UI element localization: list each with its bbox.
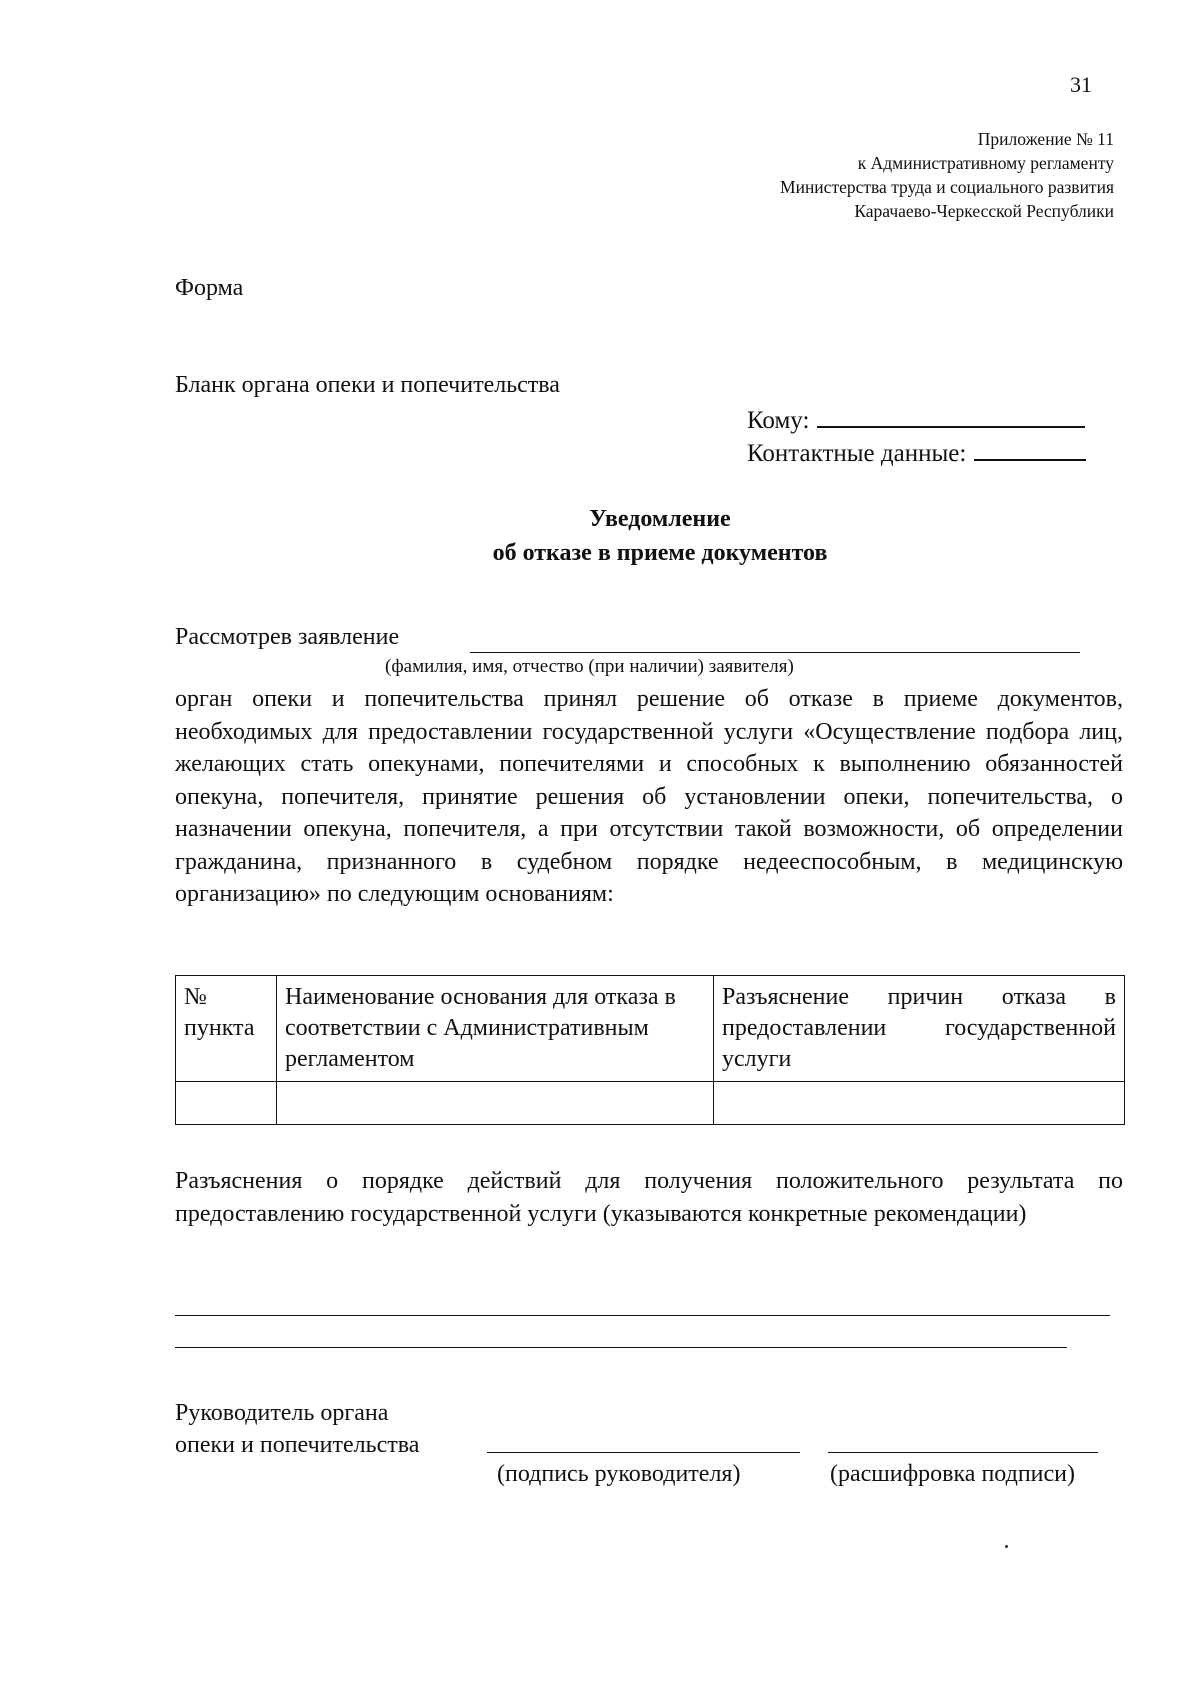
review-label: Рассмотрев заявление	[175, 624, 400, 650]
scan-speck	[1005, 1545, 1008, 1548]
appendix-line: к Административному регламенту	[857, 153, 1114, 173]
applicant-name-field[interactable]	[470, 652, 1080, 653]
recipient-to-label: Кому:	[747, 407, 810, 434]
recipient-contacts-field[interactable]	[974, 437, 1086, 461]
recipient-to	[747, 404, 1085, 435]
page-number: 31	[1070, 72, 1092, 97]
appendix-note	[780, 127, 1114, 223]
form-label: Форма	[175, 275, 244, 301]
review-statement	[175, 624, 399, 651]
applicant-caption: (фамилия, имя, отчество (при наличии) заявителя)	[385, 656, 794, 677]
title-line-2: об отказе в приеме документов	[492, 540, 828, 566]
cell-reason-explanation[interactable]	[714, 1082, 1125, 1125]
table-header-row	[176, 976, 1125, 1082]
recipient-contacts	[747, 437, 1086, 468]
role-line-1: Руководитель органа	[175, 1400, 389, 1426]
recommendation-line-1[interactable]	[175, 1315, 1110, 1316]
header-item-number: № пункта	[176, 976, 277, 1082]
cell-reason-name[interactable]	[277, 1082, 714, 1125]
title-line-1: Уведомление	[589, 506, 731, 532]
header-reason-name: Наименование основания для отказа в соответствии с Административным регламентом	[277, 976, 714, 1082]
signature-field[interactable]	[487, 1452, 800, 1453]
reasons-table	[175, 975, 1125, 1125]
cell-item-number[interactable]	[176, 1082, 277, 1125]
signature-decode-caption: (расшифровка подписи)	[830, 1461, 1075, 1487]
appendix-line: Приложение № 11	[977, 129, 1114, 149]
role-line-2: опеки и попечительства	[175, 1432, 420, 1458]
header-reason-explanation: Разъяснение причин отказа в предоставлении государственной услуги	[714, 976, 1125, 1082]
explanation-paragraph: Разъяснения о порядке действий для получения положительного результата по предоставлению государственной услуги (указываются конкретные рекомендации)	[175, 1168, 1123, 1227]
signature-role	[175, 1397, 419, 1461]
recipient-to-field[interactable]	[817, 404, 1085, 428]
document-title	[0, 502, 1200, 570]
signature-caption: (подпись руководителя)	[497, 1461, 741, 1487]
appendix-line: Карачаево-Черкесской Республики	[854, 201, 1114, 221]
decision-paragraph: орган опеки и попечительства принял решение об отказе в приеме документов, необходимых для предоставлении государственной услуги «Осуществление подбора лиц, желающих стать опекунами, попечителями и способных к выполнению обязанностей опекуна, попечителя, принятие решения об установлении опеки, попечительства, о назначении опекуна, попечителя, а при отсутствии такой возможности, об определении гражданина, признанного в судебном порядке недееспособным, в медицинскую организацию» по следующим основаниям:	[175, 686, 1123, 907]
table-row	[176, 1082, 1125, 1125]
blank-label: Бланк органа опеки и попечительства	[175, 372, 560, 398]
signature-decode-field[interactable]	[828, 1452, 1098, 1453]
appendix-line: Министерства труда и социального развития	[780, 177, 1114, 197]
recipient-contacts-label: Контактные данные:	[747, 440, 967, 467]
recommendation-line-2[interactable]	[175, 1347, 1067, 1348]
